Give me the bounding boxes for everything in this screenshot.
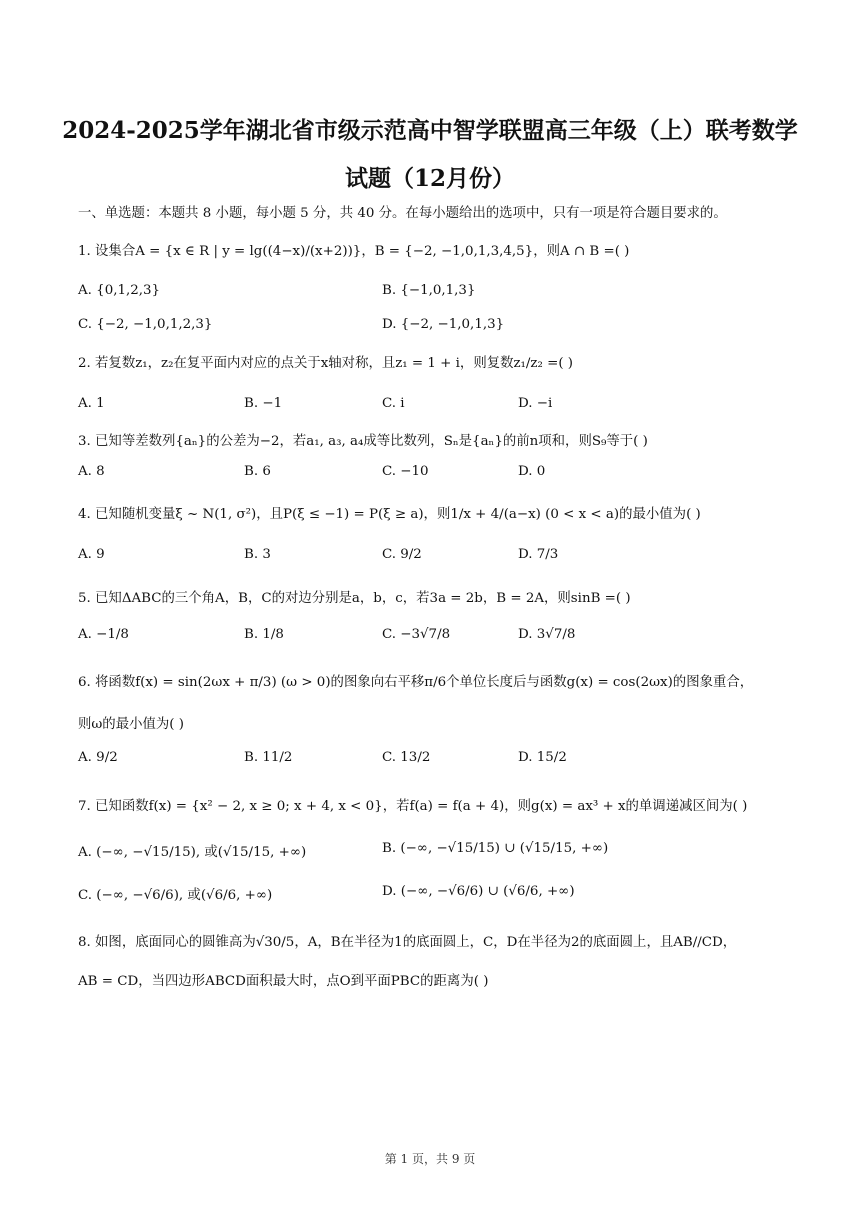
page-footer: 第 1 页，共 9 页	[384, 1152, 476, 1166]
q1-option-a: A. {0,1,2,3}	[78, 283, 161, 298]
q2-option-c: C. i	[382, 396, 405, 411]
question-6-stem: 6. 将函数f(x) = sin(2ωx + π/3) (ω > 0)的图象向右平移π/6个单位长度后与函数g(x) = cos(2ωx)的图象重合，	[78, 675, 754, 690]
q5-option-c: C. −3√7/8	[382, 627, 451, 642]
q4-option-b: B. 3	[244, 547, 271, 562]
q1-option-c: C. {−2, −1,0,1,2,3}	[78, 317, 213, 332]
title-line-1: 2024-2025学年湖北省市级示范高中智学联盟高三年级（上）联考数学	[62, 117, 798, 144]
q7-option-c: C. (−∞, −√6/6), 或(√6/6, +∞)	[78, 888, 273, 903]
q2-option-d: D. −i	[518, 396, 553, 411]
q5-option-b: B. 1/8	[244, 627, 284, 642]
q4-option-d: D. 7/3	[518, 547, 559, 562]
question-6-stem-line-2: 则ω的最小值为( )	[78, 717, 184, 732]
q2-option-b: B. −1	[244, 396, 283, 411]
q7-option-d: D. (−∞, −√6/6) ∪ (√6/6, +∞)	[382, 884, 575, 899]
q7-option-b: B. (−∞, −√15/15) ∪ (√15/15, +∞)	[382, 841, 609, 856]
question-2-stem: 2. 若复数z₁，z₂在复平面内对应的点关于x轴对称，且z₁ = 1 + i，则复数z₁/z₂ =( )	[78, 356, 574, 371]
q1-option-b: B. {−1,0,1,3}	[382, 283, 476, 298]
question-8-stem: 8. 如图，底面同心的圆锥高为√30/5，A，B在半径为1的底面圆上，C，D在半径为2的底面圆上，且AB//CD，	[78, 935, 737, 950]
section-heading: 一、单选题：本题共 8 小题，每小题 5 分，共 40 分。在每小题给出的选项中，只有一项是符合题目要求的。	[78, 206, 727, 221]
question-5-stem: 5. 已知ΔABC的三个角A，B，C的对边分别是a，b，c，若3a = 2b，B = 2A，则sinB =( )	[78, 591, 631, 606]
q3-option-d: D. 0	[518, 464, 546, 479]
q5-option-d: D. 3√7/8	[518, 627, 576, 642]
q7-option-a: A. (−∞, −√15/15), 或(√15/15, +∞)	[78, 845, 307, 860]
title-line-2: 试题（12月份）	[344, 165, 515, 192]
question-4-stem: 4. 已知随机变量ξ ~ N(1, σ²)，且P(ξ ≤ −1) = P(ξ ≥ a)，则1/x + 4/(a−x) (0 < x < a)的最小值为( )	[78, 507, 701, 522]
q1-option-d: D. {−2, −1,0,1,3}	[382, 317, 505, 332]
q6-option-c: C. 13/2	[382, 750, 431, 765]
q4-option-a: A. 9	[78, 547, 105, 562]
q6-option-a: A. 9/2	[78, 750, 118, 765]
q3-option-c: C. −10	[382, 464, 429, 479]
q6-option-d: D. 15/2	[518, 750, 567, 765]
q3-option-b: B. 6	[244, 464, 271, 479]
q5-option-a: A. −1/8	[78, 627, 129, 642]
q4-option-c: C. 9/2	[382, 547, 422, 562]
question-3-stem: 3. 已知等差数列{aₙ}的公差为−2，若a₁, a₃, a₄成等比数列，Sₙ是{aₙ}的前n项和，则S₉等于( )	[78, 434, 648, 449]
question-8-stem-line-2: AB = CD，当四边形ABCD面积最大时，点O到平面PBC的距离为( )	[78, 974, 489, 989]
q6-option-b: B. 11/2	[244, 750, 293, 765]
q3-option-a: A. 8	[78, 464, 105, 479]
question-1-stem: 1. 设集合A = {x ∈ R | y = lg((4−x)/(x+2))}，B = {−2, −1,0,1,3,4,5}，则A ∩ B =( )	[78, 244, 630, 259]
q2-option-a: A. 1	[78, 396, 105, 411]
question-7-stem: 7. 已知函数f(x) = {x² − 2, x ≥ 0; x + 4, x < 0}，若f(a) = f(a + 4)，则g(x) = ax³ + x的单调递减区间为( )	[78, 799, 748, 814]
